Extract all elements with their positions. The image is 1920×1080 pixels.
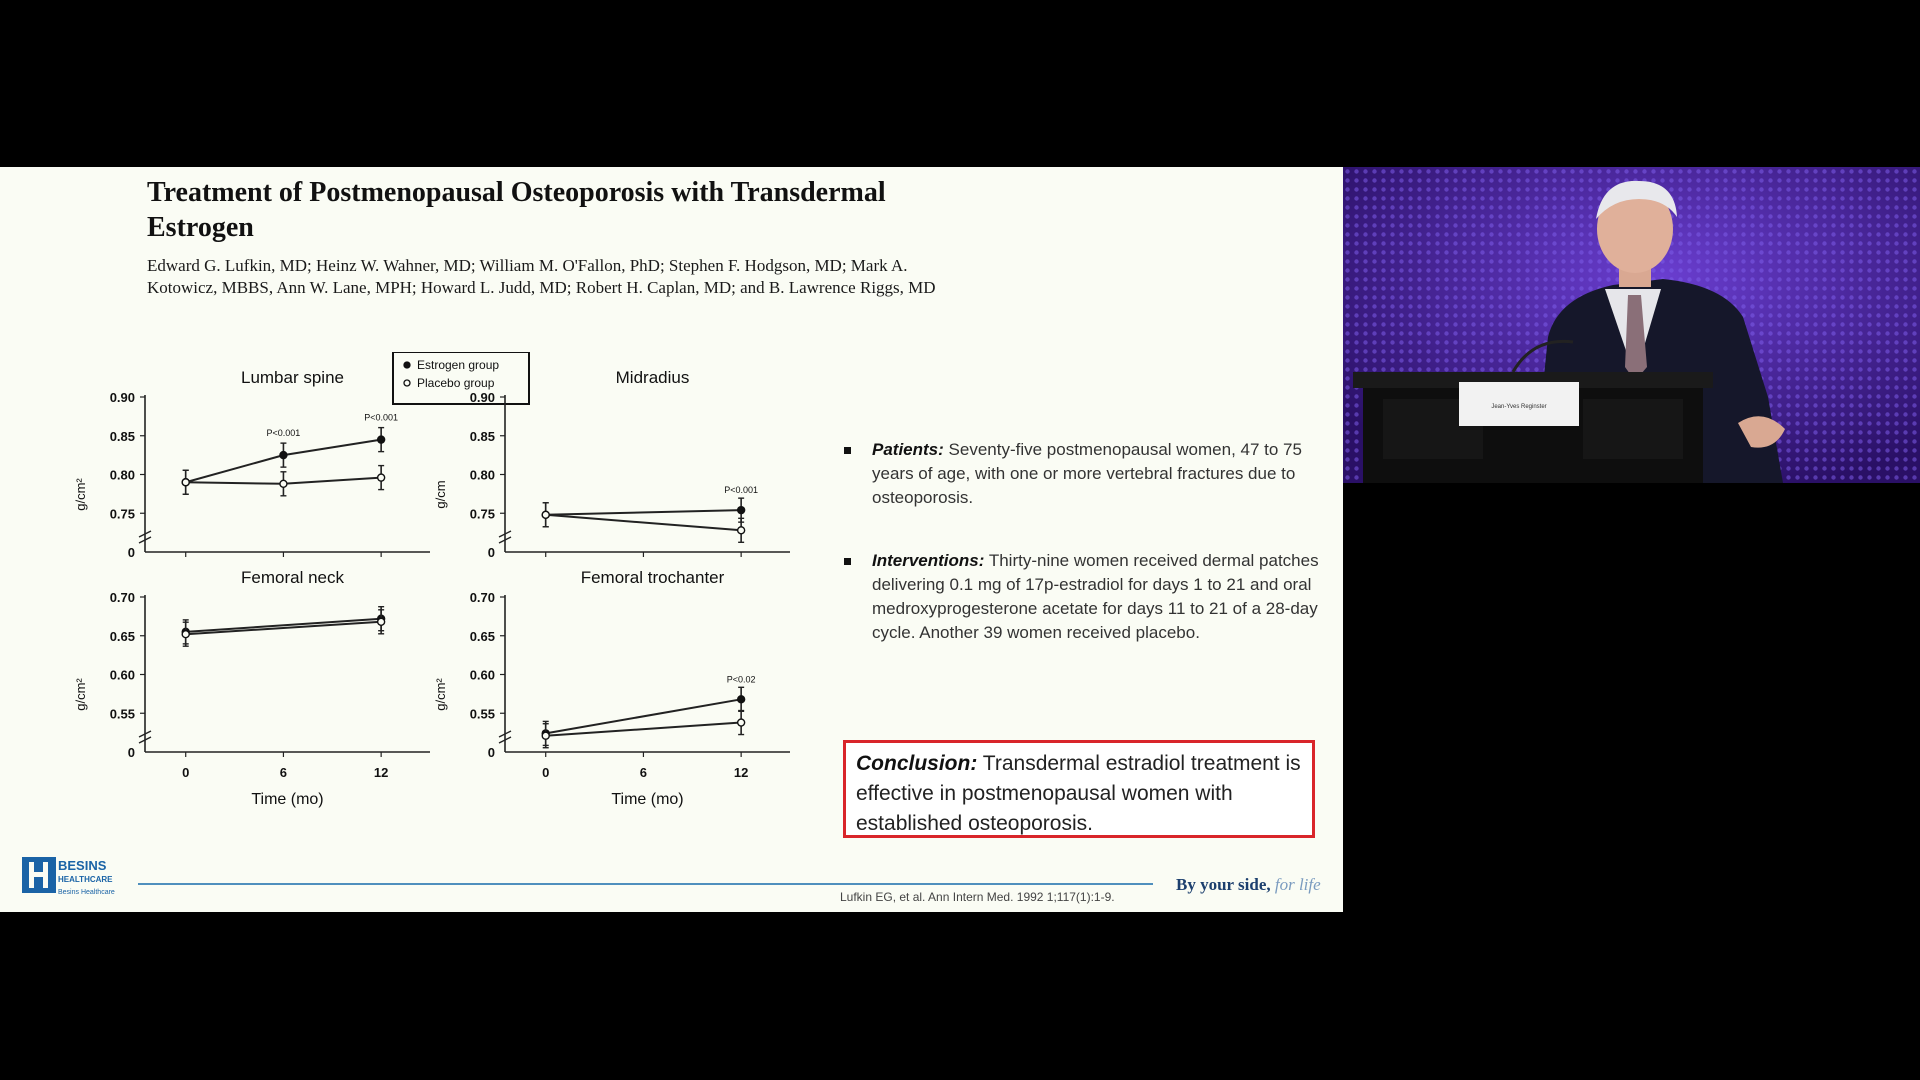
x-tick-label: 12: [733, 765, 749, 780]
chart-midradius: [433, 368, 790, 560]
nameplate-text: Jean-Yves Reginster: [1491, 404, 1547, 410]
chart-panel: [60, 352, 820, 877]
data-point: [182, 631, 189, 638]
y-axis-label: g/cm: [433, 480, 448, 509]
patients-bullet: [846, 438, 1326, 510]
series-line: [186, 622, 381, 634]
x-tick-label: 6: [279, 765, 288, 780]
legend-label: Estrogen group: [417, 358, 500, 372]
legend-marker: [404, 380, 410, 386]
chart-femoral-neck: [73, 568, 430, 808]
data-point: [738, 507, 745, 514]
speaker-video-feed: [1343, 167, 1920, 483]
chart-title: Midradius: [615, 368, 690, 387]
chart-femoral-trochanter: [433, 568, 790, 808]
interventions-bullet: [846, 549, 1326, 645]
y-tick-label: 0.85: [469, 428, 495, 444]
data-point: [378, 618, 385, 625]
series-line: [186, 619, 381, 632]
y-tick-label: 0: [487, 745, 495, 760]
data-point: [738, 527, 745, 534]
chart-lumbar-spine: [73, 352, 529, 560]
author-list: Edward G. Lufkin, MD; Heinz W. Wahner, MD; William M. O'Fallon, PhD; Stephen F. Hodgson, MD; Mark A. Kotowicz, MBBS, Ann W. Lane, MPH; Howard L. Judd, MD; Robert H. Caplan, MD; and B. Lawrence Riggs, MD: [147, 256, 936, 297]
p-value-annotation: P<0.001: [364, 412, 399, 423]
data-point: [738, 719, 745, 726]
footer-divider: [138, 883, 1153, 885]
y-tick-label: 0.60: [469, 667, 495, 683]
y-tick-label: 0.80: [469, 467, 495, 483]
data-point: [542, 511, 549, 518]
bullet-icon: [844, 447, 851, 454]
conclusion-box: [843, 740, 1315, 838]
x-axis-label: Time (mo): [251, 791, 324, 808]
chart-title: Femoral neck: [241, 568, 344, 587]
data-point: [738, 696, 745, 703]
y-tick-label: 0.65: [469, 628, 495, 644]
y-tick-label: 0.65: [109, 628, 135, 644]
chart-title: Femoral trochanter: [580, 568, 725, 587]
y-tick-label: 0.85: [109, 428, 135, 444]
data-point: [378, 436, 385, 443]
data-point: [280, 480, 287, 487]
logo-name: BESINS HEALTHCARE: [58, 858, 113, 884]
p-value-annotation: P<0.001: [266, 427, 301, 438]
legend-label: Placebo group: [417, 376, 495, 390]
bullet-text: Thirty-nine women received dermal patches delivering 0.1 mg of 17p-estradiol for days 1 to 21 and oral medroxyprogesterone acetate for days 11 to 21 of a 28-day cycle. Another 39 women received placebo.: [872, 551, 1319, 642]
y-tick-label: 0.55: [469, 706, 495, 722]
data-point: [182, 479, 189, 486]
presentation-slide: [0, 167, 1343, 912]
y-axis-label: g/cm²: [73, 678, 88, 711]
x-tick-label: 6: [639, 765, 648, 780]
bullet-text: Seventy-five postmenopausal women, 47 to 75 years of age, with one or more vertebral fractures due to osteoporosis.: [872, 440, 1302, 507]
slide-title: Treatment of Postmenopausal Osteoporosis with Transdermal Estrogen: [147, 177, 886, 243]
y-tick-label: 0.60: [109, 667, 135, 683]
y-axis-label: g/cm²: [433, 678, 448, 711]
y-tick-label: 0: [127, 545, 135, 560]
logo-small-text: Besins Healthcare: [58, 889, 115, 896]
chart-legend: [393, 352, 529, 404]
x-axis-label: Time (mo): [611, 791, 684, 808]
tagline: By your side, for life: [1176, 875, 1321, 894]
data-point: [280, 452, 287, 459]
bullet-icon: [844, 558, 851, 565]
p-value-annotation: P<0.02: [726, 674, 756, 685]
x-tick-label: 0: [542, 765, 550, 780]
series-line: [546, 510, 741, 515]
y-tick-label: 0.70: [469, 590, 495, 605]
data-point: [378, 474, 385, 481]
y-tick-label: 0.70: [109, 590, 135, 605]
y-tick-label: 0.90: [469, 390, 495, 405]
legend-marker: [404, 362, 410, 368]
conclusion-text: Transdermal estradiol treatment is effective in postmenopausal women with established osteoporosis.: [856, 752, 1301, 835]
data-point: [542, 732, 549, 739]
x-tick-label: 0: [182, 765, 190, 780]
y-tick-label: 0.75: [469, 506, 495, 522]
conclusion-label: Conclusion:: [856, 752, 978, 775]
y-tick-label: 0.80: [109, 467, 135, 483]
y-tick-label: 0: [487, 545, 495, 560]
p-value-annotation: P<0.001: [724, 485, 759, 496]
y-tick-label: 0.90: [109, 390, 135, 405]
bullet-label: Interventions:: [872, 551, 985, 570]
series-line: [546, 515, 741, 531]
y-tick-label: 0: [127, 745, 135, 760]
bullet-label: Patients:: [872, 440, 944, 459]
y-tick-label: 0.55: [109, 706, 135, 722]
besins-logo-icon: [22, 857, 56, 893]
citation-reference: Lufkin EG, et al. Ann Intern Med. 1992 1;117(1):1-9.: [840, 890, 1115, 904]
x-tick-label: 12: [373, 765, 389, 780]
chart-title: Lumbar spine: [240, 368, 345, 387]
y-tick-label: 0.75: [109, 506, 135, 522]
y-axis-label: g/cm²: [73, 478, 88, 511]
